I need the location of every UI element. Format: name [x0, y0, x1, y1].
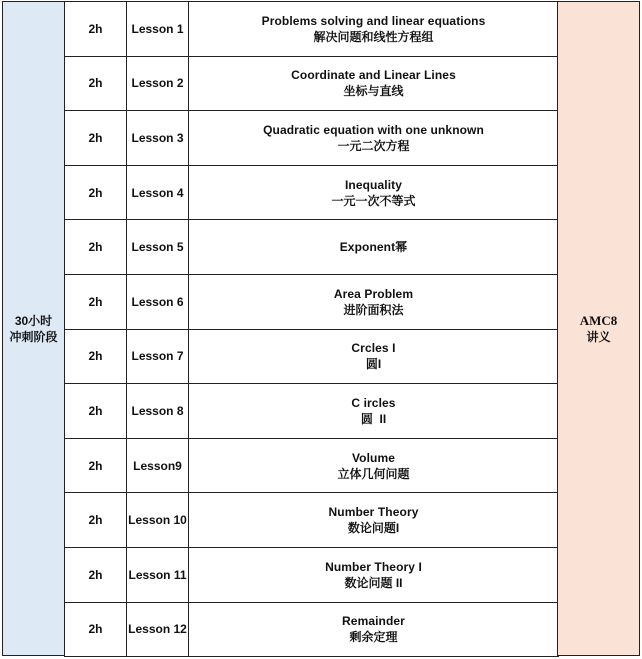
hours-cell: 2h [65, 2, 127, 57]
lesson-cell: Lesson 12 [127, 602, 189, 657]
stage-label-line1: 30小时 [14, 313, 53, 328]
topic-english: Inequality [344, 177, 402, 192]
hours-cell: 2h [65, 220, 127, 275]
topic-english: Quadratic equation with one unknown [263, 122, 484, 137]
table-row [65, 329, 559, 384]
lesson-cell: Lesson 11 [127, 547, 189, 602]
table-row [65, 493, 559, 548]
hours-cell: 2h [65, 547, 127, 602]
topic-english: Coordinate and Linear Lines [291, 68, 456, 83]
table-row [65, 56, 559, 111]
material-name: AMC8 [579, 312, 618, 328]
topic-english: Number Theory [328, 505, 419, 520]
topic-cell [189, 493, 559, 548]
table-row [65, 220, 559, 275]
topic-cell [189, 111, 559, 166]
topic-english: Exponent幂 [339, 240, 408, 255]
topic-english: Volume [351, 450, 396, 465]
topic-chinese: 数论问题 II [344, 575, 403, 590]
lesson-cell: Lesson 8 [127, 384, 189, 439]
topic-chinese: 进阶面积法 [343, 302, 404, 317]
topic-cell [189, 56, 559, 111]
topic-cell [189, 602, 559, 657]
table-row [65, 2, 559, 57]
topic-english: Number Theory I [325, 559, 422, 574]
topic-chinese: 剩余定理 [349, 630, 398, 645]
hours-cell: 2h [65, 274, 127, 329]
lesson-cell: Lesson 6 [127, 274, 189, 329]
topic-english: Crcles I [351, 341, 396, 356]
topic-cell [189, 274, 559, 329]
lesson-schedule-table [64, 1, 559, 657]
lesson-cell: Lesson 5 [127, 220, 189, 275]
topic-chinese: 圆 II [360, 411, 387, 426]
topic-chinese: 数论问题I [347, 521, 400, 536]
hours-cell: 2h [65, 56, 127, 111]
stage-cell [2, 1, 65, 656]
lesson-cell: Lesson 4 [127, 165, 189, 220]
table-row [65, 111, 559, 166]
topic-chinese: 一元二次方程 [337, 138, 410, 153]
topic-cell [189, 220, 559, 275]
topic-cell [189, 329, 559, 384]
table-row [65, 165, 559, 220]
topic-english: Problems solving and linear equations [261, 13, 486, 28]
stage-label [9, 313, 57, 345]
topic-english: Remainder [342, 614, 405, 629]
lesson-cell: Lesson 3 [127, 111, 189, 166]
topic-chinese: 坐标与直线 [343, 84, 404, 99]
hours-cell: 2h [65, 493, 127, 548]
table-row [65, 438, 559, 493]
topic-english: Area Problem [333, 286, 414, 301]
topic-english: C ircles [351, 395, 396, 410]
hours-cell: 2h [65, 329, 127, 384]
hours-cell: 2h [65, 111, 127, 166]
topic-cell [189, 384, 559, 439]
material-type: 讲义 [586, 329, 611, 344]
hours-cell: 2h [65, 438, 127, 493]
topic-chinese: 一元一次不等式 [331, 193, 416, 208]
lesson-cell: Lesson9 [127, 438, 189, 493]
topic-chinese: 立体几何问题 [337, 466, 410, 481]
topic-chinese: 解决问题和线性方程组 [313, 29, 434, 44]
lesson-cell: Lesson 10 [127, 493, 189, 548]
table-row [65, 274, 559, 329]
hours-cell: 2h [65, 384, 127, 439]
table-row [65, 547, 559, 602]
topic-cell [189, 2, 559, 57]
table-row [65, 384, 559, 439]
topic-cell [189, 547, 559, 602]
material-cell [557, 1, 640, 656]
lesson-cell: Lesson 1 [127, 2, 189, 57]
topic-cell [189, 165, 559, 220]
stage-label-line2: 冲刺阶段 [9, 329, 58, 344]
hours-cell: 2h [65, 602, 127, 657]
table-row [65, 602, 559, 657]
topic-cell [189, 438, 559, 493]
lesson-cell: Lesson 7 [127, 329, 189, 384]
hours-cell: 2h [65, 165, 127, 220]
lesson-cell: Lesson 2 [127, 56, 189, 111]
topic-chinese: 圆I [365, 357, 382, 372]
